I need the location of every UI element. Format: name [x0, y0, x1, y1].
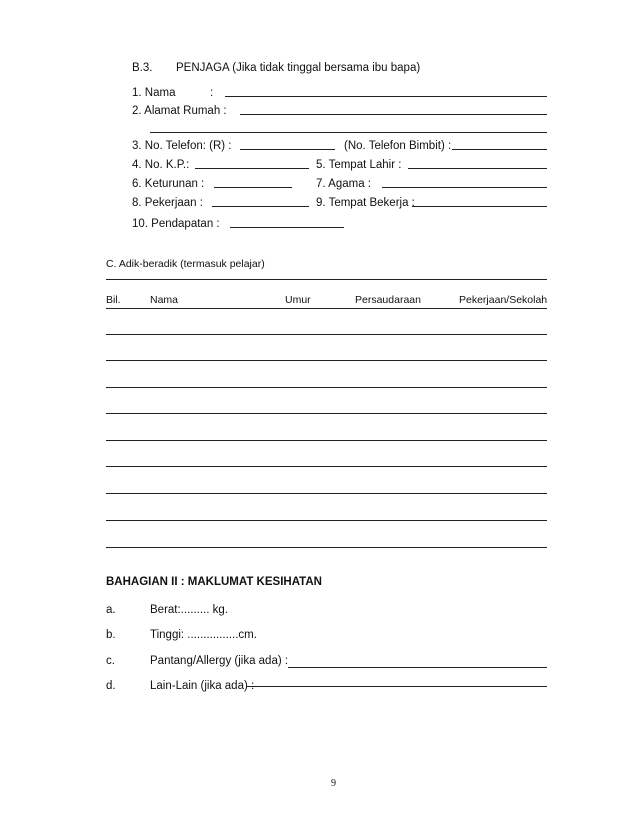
nama-colon: : — [210, 87, 214, 99]
section-code: B.3. — [132, 62, 153, 74]
pekerjaan-label: 8. Pekerjaan : — [132, 197, 203, 209]
pendapatan-field[interactable] — [230, 227, 344, 228]
header-bil: Bil. — [106, 294, 121, 306]
pantang-field[interactable] — [288, 667, 547, 668]
kp-field[interactable] — [195, 168, 309, 169]
nama-label: 1. Nama — [132, 87, 176, 99]
divider — [106, 279, 547, 280]
item-letter-b: b. — [106, 629, 116, 641]
sibling-row-line[interactable] — [106, 413, 547, 414]
sibling-row-line[interactable] — [106, 520, 547, 521]
agama-label: 7. Agama : — [316, 178, 371, 190]
bahagian-ii-title: BAHAGIAN II : MAKLUMAT KESIHATAN — [106, 576, 322, 588]
pendapatan-label: 10. Pendapatan : — [132, 218, 220, 230]
nama-field[interactable] — [225, 96, 547, 97]
item-letter-a: a. — [106, 604, 116, 616]
lain-lain-label: Lain-Lain (jika ada) : — [150, 680, 255, 692]
sibling-row-line[interactable] — [106, 547, 547, 548]
item-letter-d: d. — [106, 680, 116, 692]
telefon-field[interactable] — [240, 149, 335, 150]
sibling-row-line[interactable] — [106, 334, 547, 335]
sibling-row-line[interactable] — [106, 493, 547, 494]
agama-field[interactable] — [382, 187, 547, 188]
section-title: PENJAGA (Jika tidak tinggal bersama ibu bapa) — [176, 62, 421, 74]
telefon-label: 3. No. Telefon: (R) : — [132, 140, 232, 152]
header-nama: Nama — [150, 294, 179, 306]
tempat-lahir-label: 5. Tempat Lahir : — [316, 159, 402, 171]
header-pekerjaan-sekolah: Pekerjaan/Sekolah — [459, 294, 548, 306]
tempat-bekerja-label: 9. Tempat Bekerja : — [316, 197, 415, 209]
berat-field[interactable]: Berat:......... kg. — [150, 604, 228, 616]
sibling-row-line[interactable] — [106, 360, 547, 361]
page-number: 9 — [331, 778, 336, 789]
header-persaudaraan: Persaudaraan — [355, 294, 421, 306]
alamat-field[interactable] — [240, 114, 547, 115]
tempat-bekerja-field[interactable] — [412, 206, 547, 207]
sibling-row-line[interactable] — [106, 440, 547, 441]
sibling-row-line[interactable] — [106, 466, 547, 467]
telefon-bimbit-label: (No. Telefon Bimbit) : — [344, 140, 452, 152]
tinggi-field[interactable]: Tinggi: ................cm. — [150, 629, 257, 641]
alamat-field-2[interactable] — [150, 132, 547, 133]
sibling-row-line[interactable] — [106, 387, 547, 388]
tempat-lahir-field[interactable] — [408, 168, 547, 169]
keturunan-label: 6. Keturunan : — [132, 178, 205, 190]
kp-label: 4. No. K.P.: — [132, 159, 190, 171]
header-umur: Umur — [285, 294, 311, 306]
pekerjaan-field[interactable] — [212, 206, 309, 207]
lain-lain-field[interactable] — [247, 686, 547, 687]
pantang-label: Pantang/Allergy (jika ada) : — [150, 655, 289, 667]
keturunan-field[interactable] — [214, 187, 292, 188]
item-letter-c: c. — [106, 655, 115, 667]
telefon-bimbit-field[interactable] — [452, 149, 547, 150]
alamat-label: 2. Alamat Rumah : — [132, 105, 227, 117]
header-divider — [106, 308, 547, 309]
section-c-title: C. Adik-beradik (termasuk pelajar) — [106, 258, 265, 270]
